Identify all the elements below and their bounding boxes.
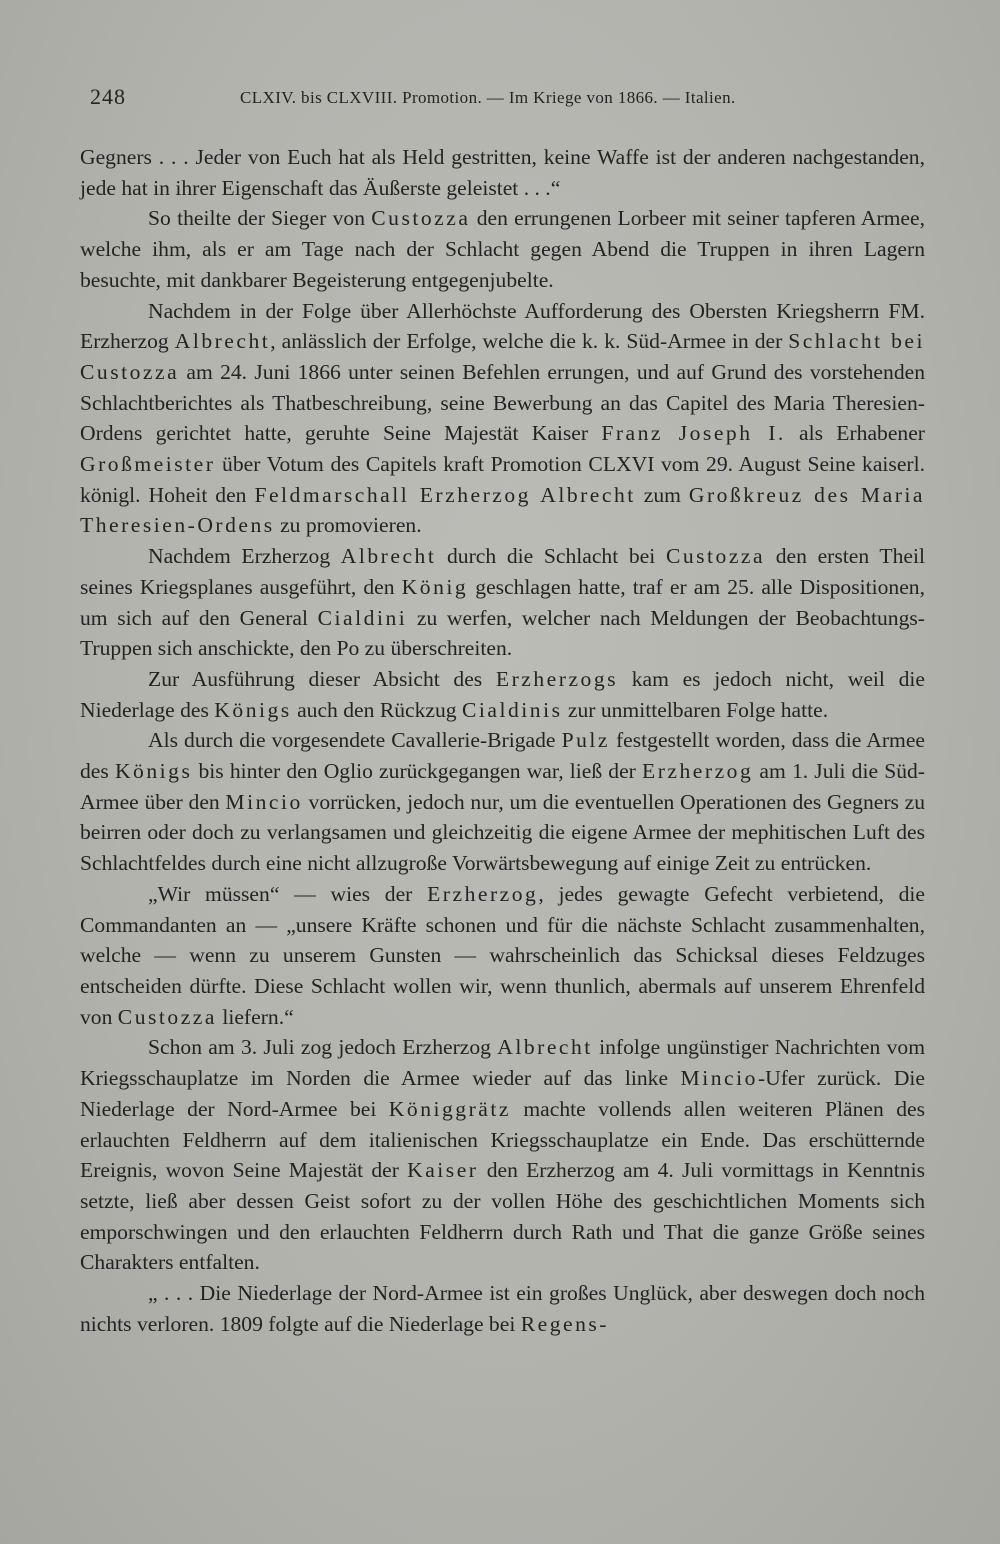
text-run: „ . . . Die Niederlage der Nord-Armee ist ein großes Unglück, aber deswegen doch noch nichts verloren. 1809 folgte auf die Niederlage bei	[80, 1281, 925, 1336]
text-run: „Wir müssen“ — wies der	[148, 881, 428, 906]
spaced-name: König	[401, 574, 469, 599]
text-run: zur unmittelbaren Folge hatte.	[562, 697, 829, 722]
text-run: zu promovieren.	[274, 513, 422, 538]
text-run: So theilte der Sieger von	[148, 206, 372, 231]
spaced-name: Mincio	[680, 1066, 758, 1091]
spaced-name: Mincio	[225, 789, 303, 814]
page-number: 248	[90, 84, 126, 109]
text-run: durch die Schlacht bei	[436, 544, 666, 569]
text-run: am 24. Juni 1866 unter seinen Befehlen errungen, und auf Grund des vorstehenden Schlachtberichtes als Thatbeschreibung, seine Bewerbung an das Capitel des Maria Theresien-Ordens gerichtet hatte, geruhte Seine Majestät Kaiser	[80, 359, 925, 446]
text-run: festgestellt worden, dass die Armee des	[80, 728, 925, 784]
text-run: Schon am 3. Juli zog jedoch Erzherzog	[148, 1035, 498, 1060]
running-head-title: CLXIV. bis CLXVIII. Promotion. — Im Kriege von 1866. — Italien.	[240, 88, 736, 107]
text-run: am 1. Juli die Süd-Armee über den	[80, 759, 925, 814]
text-run: Nachdem in der Folge über Allerhöchste Aufforderung des Obersten Kriegsherrn FM. Erzherzog	[80, 298, 925, 354]
paragraph-3	[80, 296, 925, 542]
body-text	[80, 142, 925, 1339]
text-run: den errungenen Lorbeer mit seiner tapferen Armee, welche ihm, als er am Tage nach der Schlacht gegen Abend die Truppen in ihren Lagern besuchte, mit dankbarer Begeisterung entgegenjubelte.	[80, 206, 925, 292]
paragraph-5	[80, 664, 925, 725]
spaced-name: Albrecht	[340, 544, 437, 569]
text-run: Als durch die vorgesendete Cavallerie-Brigade	[148, 728, 562, 753]
spaced-name: Großmeister	[80, 452, 216, 477]
spaced-name: Königgrätz	[388, 1096, 511, 1121]
text-run: als Erhabener	[785, 421, 925, 446]
paragraph-8	[80, 1032, 925, 1278]
text-run: Nachdem Erzherzog	[148, 544, 341, 569]
paragraph-7	[80, 879, 925, 1033]
spaced-name: Franz Joseph I.	[601, 421, 786, 446]
spaced-name: Regens-	[520, 1311, 609, 1336]
paragraph-9	[80, 1278, 925, 1339]
text-run: bis hinter den Oglio zurückgegangen war, ließ der	[192, 759, 643, 784]
spaced-name: Cialdini	[317, 605, 408, 630]
spaced-name: Großkreuz des Maria Theresien-Ordens	[80, 482, 925, 538]
spaced-name: Albrecht	[497, 1035, 593, 1060]
spaced-name: Königs	[214, 697, 292, 722]
paragraph-4	[80, 541, 925, 664]
spaced-name: Albrecht	[174, 329, 271, 354]
spaced-name: Erzherzog	[427, 881, 539, 906]
paragraph-6	[80, 725, 925, 879]
text-run: , anlässlich der Erfolge, welche die k. k. Süd-Armee in der	[270, 329, 789, 354]
text-run: Zur Ausführung dieser Absicht des	[148, 666, 496, 691]
text-run: , jedes gewagte Gefecht verbietend, die Commandanten an — „unsere Kräfte schonen und für die nächste Schlacht zusammenhalten, welche — wenn zu unserem Gunsten — wahrscheinlich das Schicksal dieses Feldzuges entscheiden dürfte. Diese Schlacht wollen wir, wenn thunlich, abermals auf unserem Ehrenfeld von	[80, 881, 925, 1029]
spaced-name: Cialdinis	[461, 697, 563, 722]
text-run: den ersten Theil seines Kriegsplanes ausgeführt, den	[80, 544, 925, 599]
spaced-name: Feldmarschall Erzherzog Albrecht	[254, 482, 636, 507]
text-run: vorrücken, jedoch nur, um die eventuellen Operationen des Gegners zu beirren oder doch zu verlangsamen und gleichzeitig die eigene Armee der mephitischen Luft des Schlachtfeldes durch eine nicht allzugroße Vorwärtsbewegung auf einige Zeit zu entrücken.	[80, 789, 925, 876]
text-run: infolge ungünstiger Nachrichten vom Kriegsschauplatze im Norden die Armee wieder auf das linke	[80, 1035, 925, 1091]
paragraph-1	[80, 142, 925, 203]
text-run: über Votum des Capitels kraft Promotion CLXVI vom 29. August Seine kaiserl. königl. Hoheit den	[80, 452, 925, 507]
spaced-name: Schlacht bei Custozza	[80, 329, 925, 384]
spaced-name: Kaiser	[407, 1158, 479, 1183]
text-run: zu werfen, welcher nach Meldungen der Beobachtungs-Truppen sich anschickte, den Po zu überschreiten.	[80, 605, 925, 661]
text-run: auch den Rückzug	[291, 697, 462, 722]
running-head	[90, 84, 920, 118]
text-run: zum	[635, 482, 689, 507]
text-run: Gegners . . . Jeder von Euch hat als Held gestritten, keine Waffe ist der anderen nachgestanden, jede hat in ihrer Eigenschaft das Äußerste geleistet . . .“	[80, 145, 925, 200]
text-run: liefern.“	[216, 1004, 294, 1029]
text-run: geschlagen hatte, traf er am 25. alle Dispositionen, um sich auf den General	[80, 574, 925, 630]
text-run: -Ufer zurück. Die Niederlage der Nord-Armee bei	[80, 1066, 925, 1121]
text-run: kam es jedoch nicht, weil die Niederlage des	[80, 666, 926, 722]
spaced-name: Custozza	[665, 544, 766, 569]
text-run: den Erzherzog am 4. Juli vormittags in Kenntnis setzte, ließ aber dessen Geist sofort zu der vollen Höhe des geschichtlichen Moments sich emporschwingen und den erlauchten Feldherrn durch Rath und That die ganze Größe seines Charakters entfalten.	[80, 1158, 925, 1275]
spaced-name: Erzherzog	[642, 759, 754, 784]
text-run: machte vollends allen weiteren Plänen des erlauchten Feldherrn auf dem italienischen Kriegsschauplatze ein Ende. Das erschütternde Ereignis, wovon Seine Majestät der	[80, 1096, 926, 1183]
spaced-name: Erzherzogs	[495, 666, 619, 691]
spaced-name: Pulz	[561, 728, 610, 753]
spaced-name: Custozza	[117, 1004, 217, 1029]
paragraph-2	[80, 203, 925, 295]
spaced-name: Custozza	[371, 206, 471, 231]
spaced-name: Königs	[114, 759, 193, 784]
